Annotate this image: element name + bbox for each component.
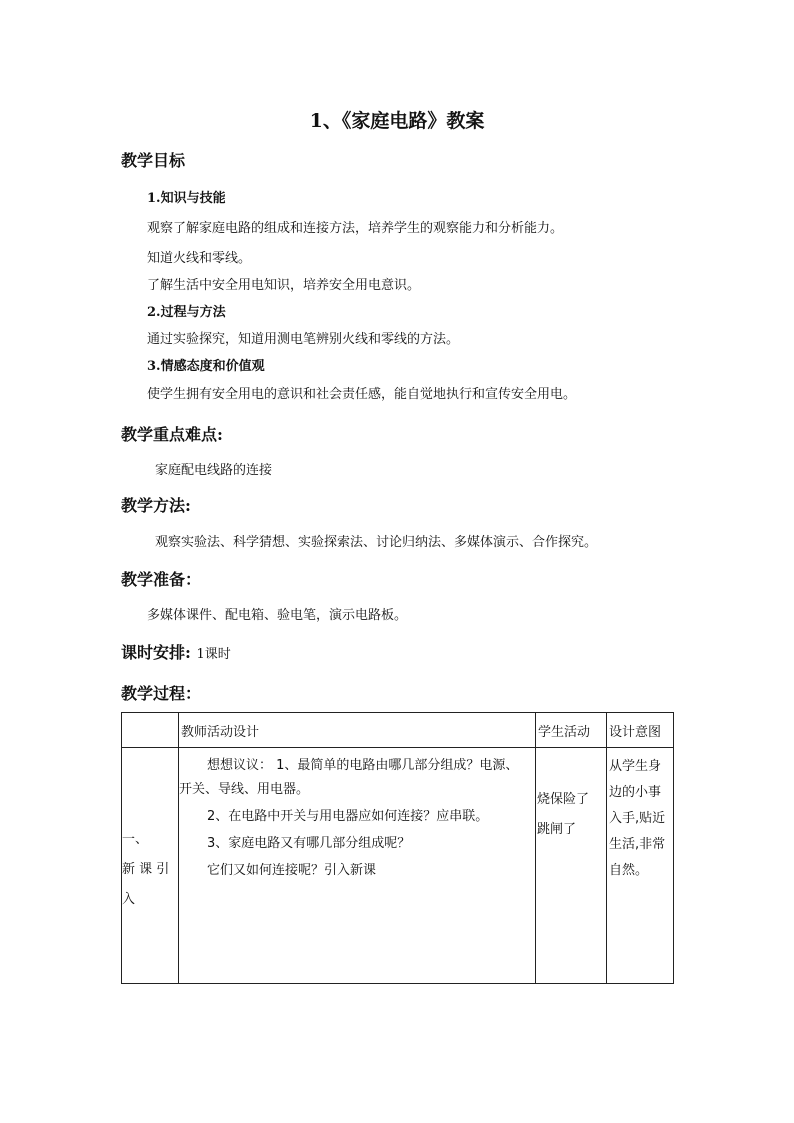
intent-line: 边的小事 (609, 785, 662, 800)
schedule-line (121, 640, 231, 663)
knowledge-line-3: 了解生活中安全用电知识，培养安全用电意识。 (147, 278, 421, 293)
preparation-text: 多媒体课件、配电箱、验电笔，演示电路板。 (147, 608, 408, 623)
stage-text: 新 课 引 (122, 862, 170, 877)
key-points-text: 家庭配电线路的连接 (155, 463, 273, 478)
intent-line: 入手,贴近 (609, 811, 666, 826)
stage-text: 一、 (122, 832, 149, 847)
teacher-activity-cell (179, 748, 536, 984)
design-intent-cell (607, 748, 674, 984)
table-header-row (122, 713, 674, 748)
header-intent: 设计意图 (607, 713, 674, 748)
subheading-process: 2.过程与方法 (147, 305, 226, 320)
methods-text: 观察实验法、科学猜想、实验探索法、讨论归纳法、多媒体演示、合作探究。 (155, 535, 598, 550)
heading-schedule: 课时安排: (121, 643, 191, 662)
values-line-1: 使学生拥有安全用电的意识和社会责任感，能自觉地执行和宣传安全用电。 (147, 387, 577, 402)
stage-cell (122, 748, 179, 984)
knowledge-line-2: 知道火线和零线。 (147, 251, 252, 266)
process-line-1: 通过实验探究，知道用测电笔辨别火线和零线的方法。 (147, 332, 460, 347)
teacher-line: 3、家庭电路又有哪几部分组成呢？ (207, 836, 411, 851)
teacher-line: 2、在电路中开关与用电器应如何连接？应串联。 (207, 809, 489, 824)
heading-preparation: 教学准备： (121, 570, 202, 589)
subheading-values: 3.情感态度和价值观 (147, 359, 265, 374)
intent-line: 生活,非常 (609, 837, 666, 852)
table-row (122, 748, 674, 984)
knowledge-line-1: 观察了解家庭电路的组成和连接方法，培养学生的观察能力和分析能力。 (147, 221, 564, 236)
student-activity-cell (536, 748, 607, 984)
heading-objectives: 教学目标 (121, 151, 186, 170)
page-title: 1、《家庭电路》教案 (309, 110, 485, 132)
stage-text: 入 (122, 892, 136, 907)
heading-process: 教学过程： (121, 684, 202, 703)
student-line: 烧保险了 (537, 792, 590, 807)
intent-line: 从学生身 (609, 759, 662, 774)
intent-line: 自然。 (609, 863, 649, 878)
heading-methods: 教学方法: (121, 496, 191, 515)
student-line: 跳闸了 (537, 822, 577, 837)
teacher-line: 想想议议： 1、最简单的电路由哪几部分组成？电源、 (207, 758, 519, 773)
schedule-value: 1课时 (196, 647, 231, 662)
subheading-knowledge: 1.知识与技能 (147, 191, 226, 206)
lesson-process-table (121, 712, 674, 984)
heading-key-points: 教学重点难点: (121, 425, 223, 444)
header-teacher: 教师活动设计 (179, 713, 536, 748)
header-stage (122, 713, 179, 748)
teacher-line: 开关、导线、用电器。 (179, 782, 310, 797)
header-student: 学生活动 (536, 713, 607, 748)
teacher-line: 它们又如何连接呢？引入新课 (207, 863, 377, 878)
